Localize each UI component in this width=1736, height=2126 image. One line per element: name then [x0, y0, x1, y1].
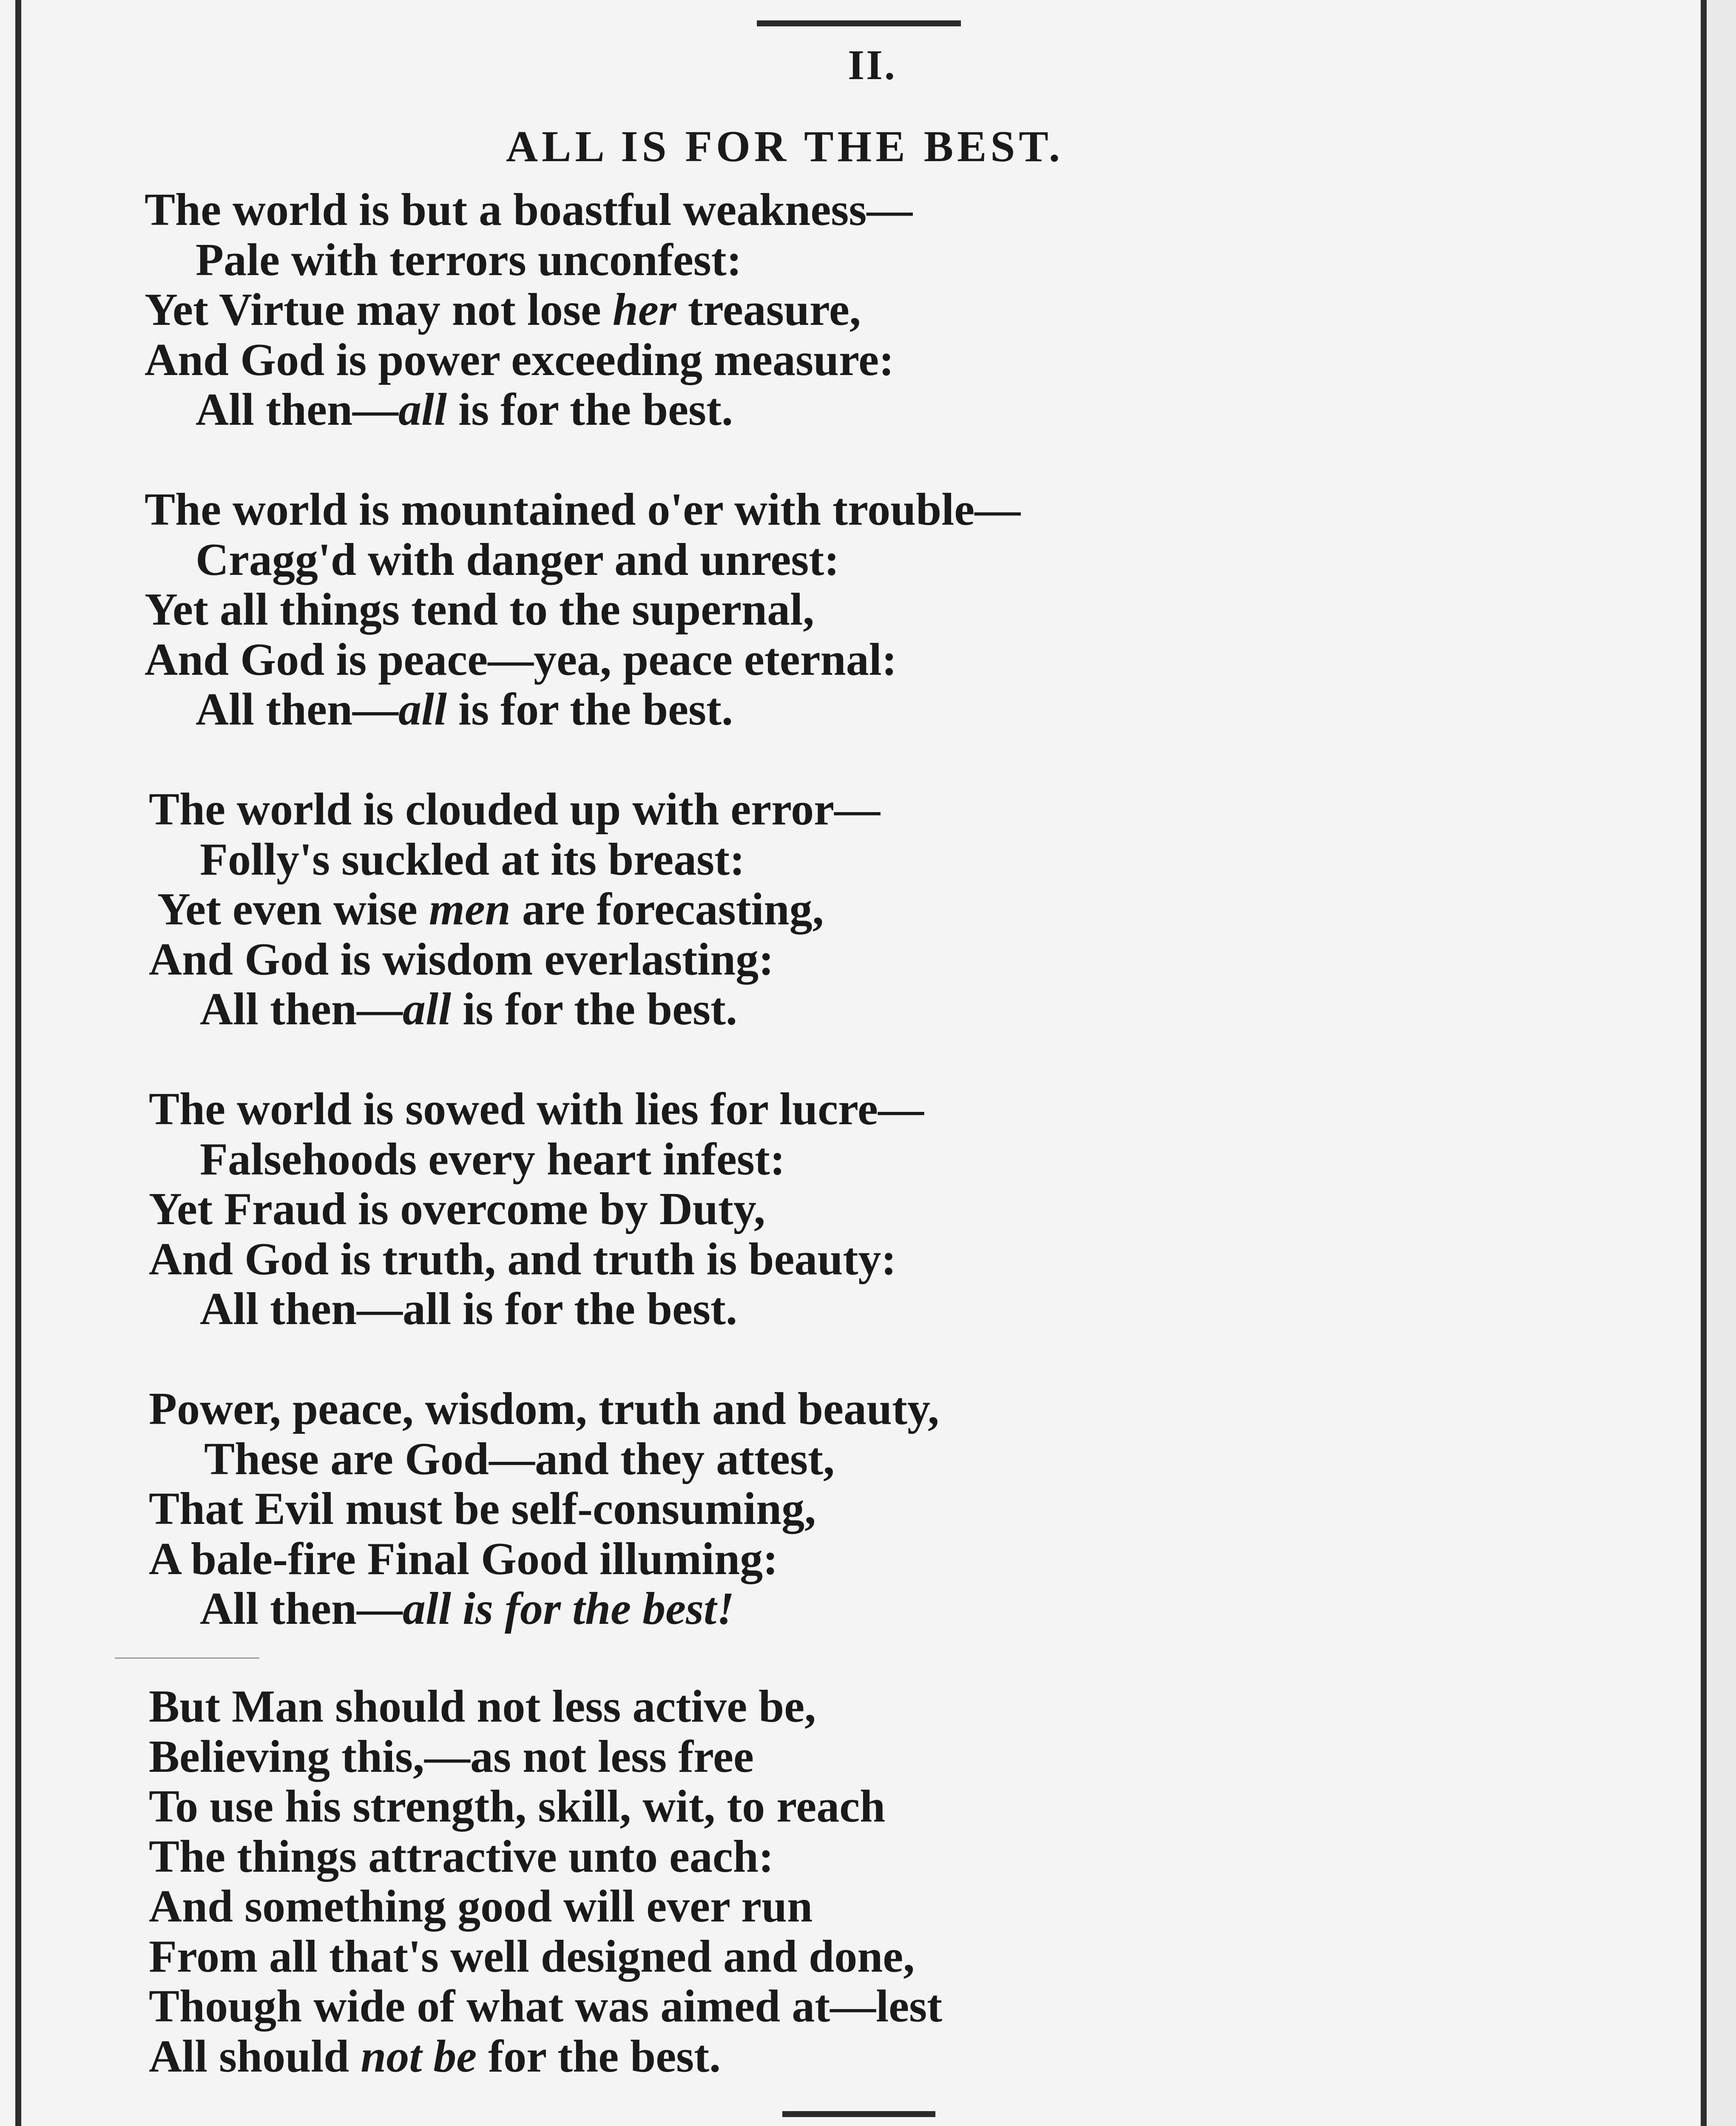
poem-line: That Evil must be self-consuming, — [149, 1484, 816, 1534]
poem-line: The world is but a boastful weakness— — [145, 185, 913, 235]
stanza-divider — [115, 1657, 259, 1659]
poem-line: Yet all things tend to the supernal, — [145, 584, 815, 635]
poem-line: Though wide of what was aimed at—lest — [149, 1981, 943, 2032]
poem-line: Yet Fraud is overcome by Duty, — [149, 1184, 765, 1234]
poem-line: The world is mountained o'er with trouble— — [145, 484, 1021, 535]
poem-line: But Man should not less active be, — [149, 1681, 816, 1732]
poem-line: Cragg'd with danger and unrest: — [196, 534, 840, 585]
poem-line: These are God—and they attest, — [204, 1434, 835, 1484]
poem-line: Falsehoods every heart infest: — [200, 1134, 785, 1185]
poem-line: All then—all is for the best! — [200, 1583, 735, 1634]
poem-line: To use his strength, skill, wit, to reach — [149, 1781, 886, 1832]
poem-line: Believing this,—as not less free — [149, 1731, 754, 1782]
poem-line: And God is wisdom everlasting: — [149, 934, 774, 985]
right-margin — [1707, 0, 1736, 2126]
bottom-separator-rule — [782, 2111, 935, 2117]
right-column-rule — [1701, 0, 1707, 2126]
poem-line: All then—all is for the best. — [196, 684, 733, 735]
poem-line: Folly's suckled at its breast: — [200, 834, 745, 885]
poem-line: The world is clouded up with error— — [149, 784, 881, 835]
poem-line: And God is power exceeding measure: — [145, 335, 894, 385]
poem-line: The world is sowed with lies for lucre— — [149, 1084, 924, 1134]
poem-line: A bale-fire Final Good illuming: — [149, 1534, 779, 1584]
poem-line: All then—all is for the best. — [200, 1284, 737, 1334]
poem-line: All then—all is for the best. — [200, 984, 738, 1035]
poem-line: From all that's well designed and done, — [149, 1931, 915, 1982]
poem-title: ALL IS FOR THE BEST. — [506, 122, 1064, 171]
section-number: II. — [848, 41, 897, 88]
poem-line: All then—all is for the best. — [196, 384, 733, 435]
poem-line: Yet even wise men are forecasting, — [157, 884, 824, 935]
top-separator-rule — [757, 20, 961, 26]
poem-line: And God is peace—yea, peace eternal: — [145, 634, 897, 685]
poem-line: All should not be for the best. — [149, 2031, 721, 2082]
poem-line: Power, peace, wisdom, truth and beauty, — [149, 1384, 940, 1434]
left-column-rule — [15, 0, 21, 2126]
poem-line: Yet Virtue may not lose her treasure, — [145, 284, 861, 335]
poem-line: Pale with terrors unconfest: — [196, 235, 742, 285]
poem-line: And God is truth, and truth is beauty: — [149, 1234, 897, 1285]
poem-line: And something good will ever run — [149, 1881, 813, 1932]
poem-line: The things attractive unto each: — [149, 1831, 774, 1882]
